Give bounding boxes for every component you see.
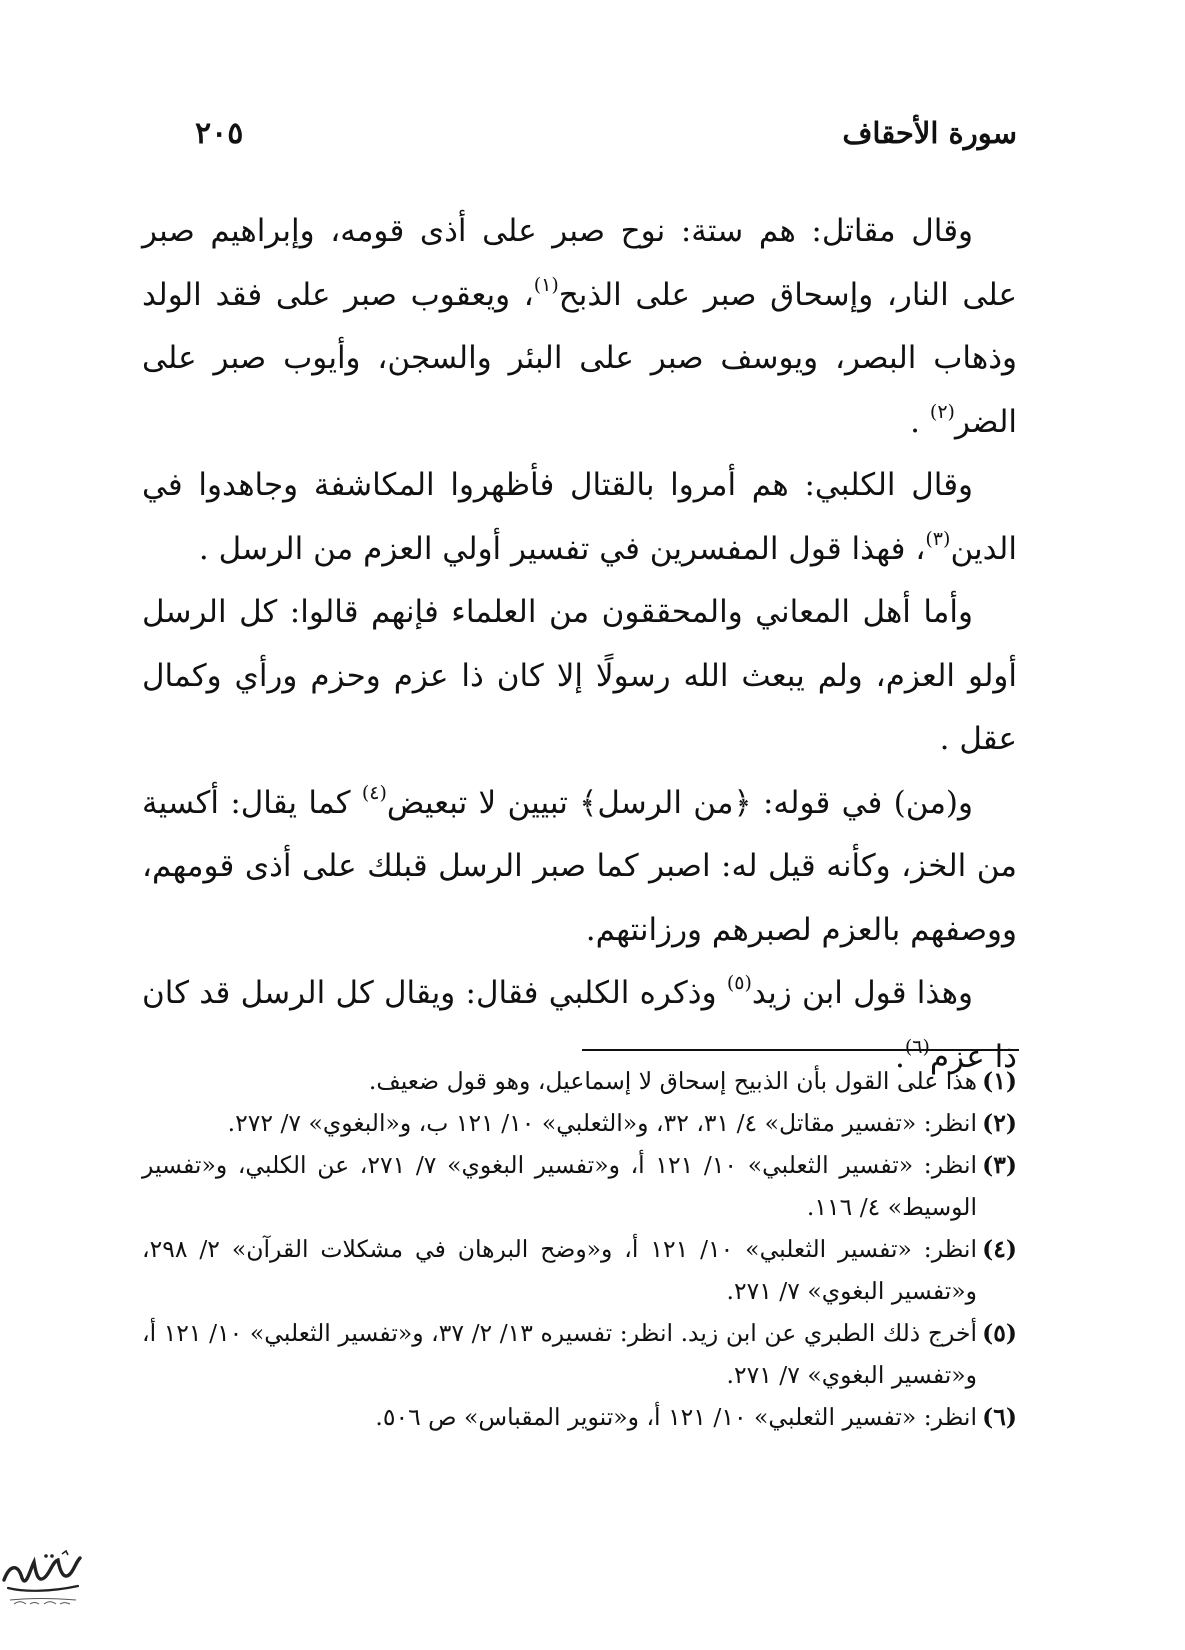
footnote-number: (٢): [982, 1109, 1017, 1137]
paragraph: [142, 772, 1017, 963]
footnote-reference: (٦): [904, 1035, 930, 1058]
footnote: [142, 1396, 1017, 1438]
page-header: [195, 110, 1017, 156]
footnote-text: أخرج ذلك الطبري عن ابن زيد. انظر: تفسيره ١٣/ ٢/ ٣٧، و«تفسير الثعلبي» ١٠/ ١٢١ أ، و«تفسير البغوي» ٧/ ٢٧١.: [142, 1319, 978, 1389]
paragraph-text: ، فهذا قول المفسرين في تفسير أولي العزم من الرسل .: [198, 530, 926, 567]
footnotes: [142, 1060, 1017, 1438]
surah-title: سورة الأحقاف: [842, 116, 1017, 150]
footnote-reference: (٢): [929, 400, 955, 423]
page-number: ٢٠٥: [195, 115, 244, 151]
footnote-reference: (٤): [361, 781, 387, 804]
footnote: [142, 1060, 1017, 1102]
paragraph-text: وقال مقاتل: هم ستة: نوح صبر على أذى قومه، وإبراهيم صبر على النار، وإسحاق صبر على الذبح: [142, 213, 1017, 313]
footnote-text: انظر: «تفسير مقاتل» ٤/ ٣١، ٣٢، و«الثعلبي» ١٠/ ١٢١ ب، و«البغوي» ٧/ ٢٧٢.: [227, 1109, 977, 1137]
footnote-text: انظر: «تفسير الثعلبي» ١٠/ ١٢١ أ، و«تفسير البغوي» ٧/ ٢٧١، عن الكلبي، و«تفسير الوسيط» ٤/ ١١٦.: [142, 1151, 978, 1221]
paragraph: [142, 200, 1017, 454]
footnote-reference: (١): [533, 273, 559, 296]
paragraph-text: وهذا قول ابن زيد: [751, 975, 973, 1011]
footnote-divider: [582, 1049, 1019, 1051]
footnote-reference: (٣): [925, 527, 951, 550]
footnote: [142, 1228, 1017, 1312]
paragraph-text: وأما أهل المعاني والمحققون من العلماء فإنهم قالوا: كل الرسل أولو العزم، ولم يبعث الله رسولًا إلا كان ذا عزم وحزم ورأي وكمال عقل .: [142, 594, 1017, 757]
footnote-reference: (٥): [726, 972, 752, 994]
footnote-text: انظر: «تفسير الثعلبي» ١٠/ ١٢١ أ، و«تنوير المقباس» ص ٥٠٦.: [375, 1403, 977, 1431]
footnote-number: (١): [982, 1067, 1017, 1095]
paragraph-text: و(من) في قوله: ﴿من الرسل﴾ تبيين لا تبعيض: [386, 784, 973, 821]
paragraph-text: ، ويعقوب صبر على فقد الولد وذهاب البصر، ويوسف صبر على البئر والسجن، وأيوب صبر على الضر: [142, 276, 1017, 440]
footnote: [142, 1144, 1017, 1228]
paragraph-text: .: [895, 1038, 905, 1075]
paragraph: [142, 581, 1017, 772]
paragraph-text: وقال الكلبي: هم أمروا بالقتال فأظهروا المكاشفة وجاهدوا في الدين: [142, 467, 1017, 567]
footnote-text: انظر: «تفسير الثعلبي» ١٠/ ١٢١ أ، و«وضح البرهان في مشكلات القرآن» ٢/ ٢٩٨، و«تفسير البغوي» ٧/ ٢٧١.: [142, 1235, 978, 1305]
main-text: [142, 200, 1017, 1089]
footnote: [142, 1102, 1017, 1144]
footnote-number: (٦): [982, 1403, 1017, 1431]
footnote-text: هذا على القول بأن الذبيح إسحاق لا إسماعيل، وهو قول ضعيف.: [368, 1067, 977, 1095]
footnote-number: (٣): [982, 1151, 1017, 1179]
paragraph-text: .: [910, 403, 930, 440]
footnote-number: (٤): [982, 1235, 1017, 1263]
paragraph: [142, 454, 1017, 581]
footnote: [142, 1312, 1017, 1396]
publisher-logo: [0, 1548, 85, 1612]
footnote-number: (٥): [982, 1319, 1017, 1347]
paragraph-text: كما يقال: أكسية من الخز، وكأنه قيل له: اصبر كما صبر الرسل قبلك على أذى قومهم، ووصفهم بالعزم لصبرهم ورزانتهم.: [142, 784, 1017, 948]
paragraph-text: وذكره الكلبي فقال: ويقال كل الرسل قد كان ذا عزم: [142, 975, 1017, 1075]
